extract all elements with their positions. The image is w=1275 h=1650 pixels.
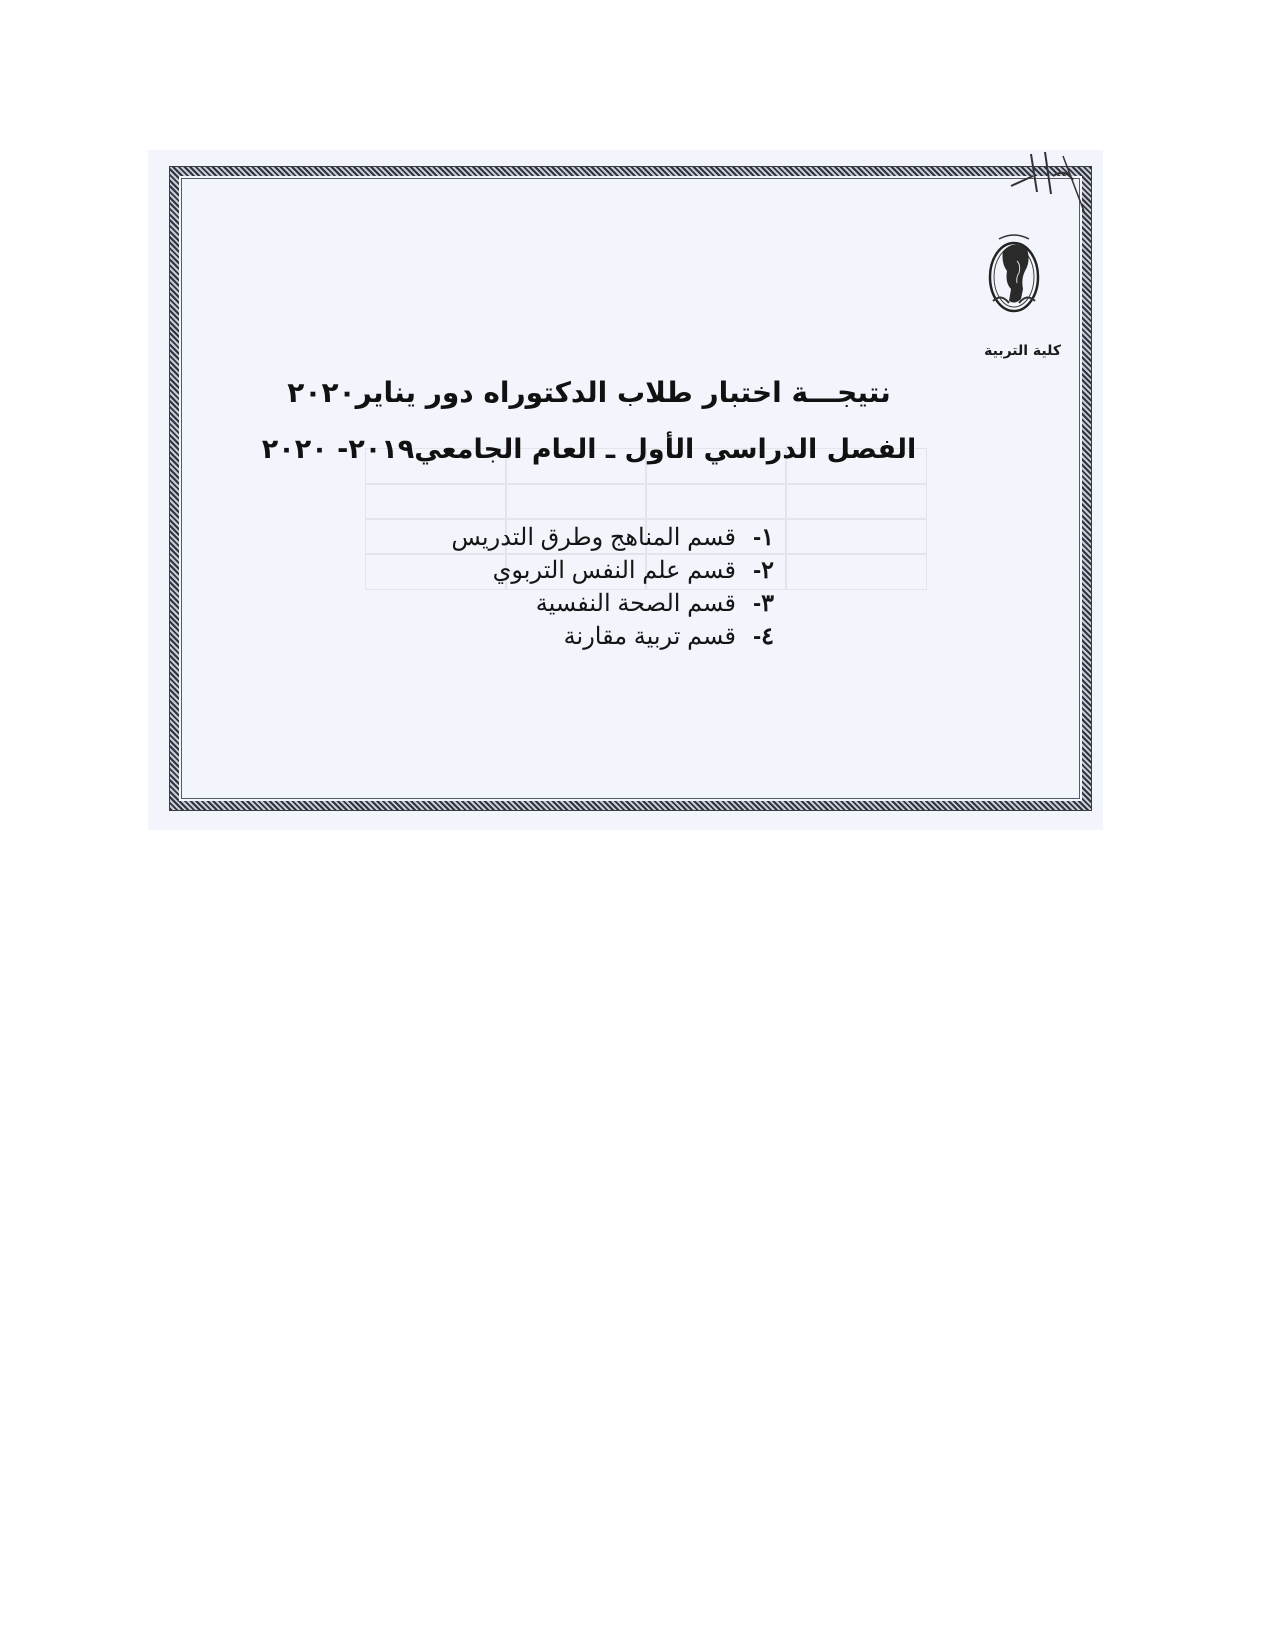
department-name: قسم المناهج وطرق التدريس [451,524,736,551]
department-number: ٣- [753,590,774,617]
decorative-border-frame [170,167,1091,810]
department-name: قسم الصحة النفسية [535,590,736,617]
scanned-sheet [148,150,1103,830]
term-subtitle: الفصل الدراسي الأول ـ العام الجامعي٢٠١٩- ٢٠٢٠ [261,434,917,465]
department-number: ٤- [753,623,774,650]
department-item [379,554,774,587]
department-item [379,587,774,620]
department-name: قسم علم النفس التربوي [492,557,736,584]
results-title: نتيجـــة اختبار طلاب الدكتوراه دور يناير٢٠٢٠ [287,376,891,409]
department-item [379,620,774,653]
department-number: ٢- [753,557,774,584]
faculty-name-label: كلية التربية [984,343,1061,359]
department-name: قسم تربية مقارنة [563,623,736,650]
department-number: ١- [753,524,774,551]
department-item [379,521,774,554]
handwritten-page-mark [1003,146,1098,216]
faculty-emblem-logo [981,231,1047,317]
department-list [379,521,774,653]
